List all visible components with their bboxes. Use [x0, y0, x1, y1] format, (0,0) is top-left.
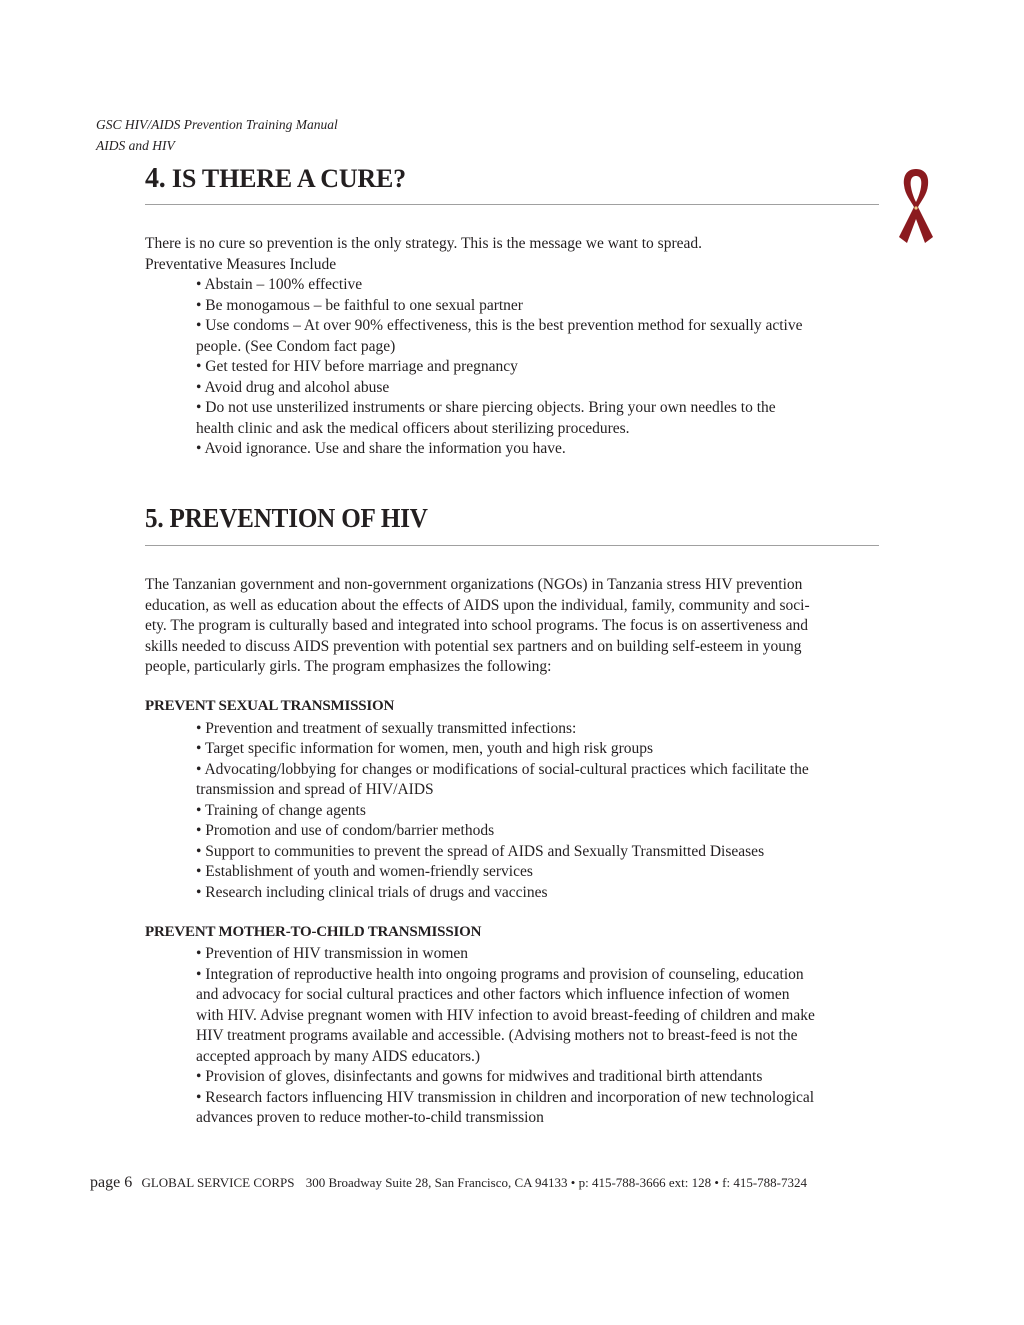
- mtct-line: • Provision of gloves, disinfectants and gowns for midwives and traditional birth attendants: [196, 1068, 763, 1085]
- section-5-paragraph-line: skills needed to discuss AIDS prevention with potential sex partners and on building self-esteem in young: [145, 638, 802, 655]
- sexual-transmission-line: • Research including clinical trials of drugs and vaccines: [196, 884, 548, 901]
- section-5-paragraph-line: education, as well as education about the effects of AIDS upon the individual, family, community and soci-: [145, 597, 810, 614]
- running-head-chapter: AIDS and HIV: [96, 138, 175, 153]
- section-4-title: [145, 163, 406, 195]
- running-head-manual: GSC HIV/AIDS Prevention Training Manual: [96, 117, 338, 132]
- measure-line: • Avoid drug and alcohol abuse: [196, 379, 390, 396]
- section-4-rule: [145, 204, 879, 205]
- sexual-transmission-line: • Prevention and treatment of sexually transmitted infections:: [196, 720, 577, 737]
- measure-line: health clinic and ask the medical officers about sterilizing procedures.: [196, 420, 630, 437]
- mtct-line: • Prevention of HIV transmission in women: [196, 945, 469, 962]
- section-4-intro: There is no cure so prevention is the only strategy. This is the message we want to spread.: [145, 235, 703, 252]
- measure-line: • Use condoms – At over 90% effectiveness, this is the best prevention method for sexually active: [196, 317, 803, 334]
- sexual-transmission-line: • Promotion and use of condom/barrier methods: [196, 822, 495, 839]
- section-5-paragraph-line: The Tanzanian government and non-government organizations (NGOs) in Tanzania stress HIV prevention: [145, 576, 803, 593]
- page-number: page 6: [90, 1174, 133, 1191]
- measures-label: Preventative Measures Include: [145, 256, 337, 273]
- page-footer: [90, 1174, 807, 1192]
- measure-line: people. (See Condom fact page): [196, 338, 396, 355]
- section-4-title-text: IS THERE A CURE?: [171, 164, 406, 193]
- measure-line: • Do not use unsterilized instruments or share piercing objects. Bring your own needles to the: [196, 399, 776, 416]
- section-5-paragraph-line: ety. The program is culturally based and integrated into school programs. The focus is on assertiveness and: [145, 617, 809, 634]
- section-4-number: 4.: [145, 163, 166, 194]
- section-5-title: 5. PREVENTION OF HIV: [145, 503, 428, 533]
- section-5-paragraph-line: people, particularly girls. The program emphasizes the following:: [145, 658, 552, 675]
- awareness-ribbon-icon: [893, 165, 939, 245]
- sexual-transmission-line: • Target specific information for women, men, youth and high risk groups: [196, 740, 654, 757]
- mtct-line: and advocacy for social cultural practices and other factors which influence infection of women: [196, 986, 790, 1003]
- sexual-transmission-line: • Training of change agents: [196, 802, 366, 819]
- sexual-transmission-line: • Advocating/lobbying for changes or modifications of social-cultural practices which facilitate the: [196, 761, 809, 778]
- measure-line: • Abstain – 100% effective: [196, 276, 363, 293]
- sexual-transmission-line: • Establishment of youth and women-friendly services: [196, 863, 533, 880]
- mtct-line: HIV treatment programs available and accessible. (Advising mothers not to breast-feed is not the: [196, 1027, 798, 1044]
- sexual-transmission-line: • Support to communities to prevent the spread of AIDS and Sexually Transmitted Diseases: [196, 843, 765, 860]
- measure-line: • Get tested for HIV before marriage and pregnancy: [196, 358, 518, 375]
- mtct-line: with HIV. Advise pregnant women with HIV infection to avoid breast-feeding of children and make: [196, 1007, 815, 1024]
- ribbon-pin: [914, 206, 917, 209]
- mtct-line: • Research factors influencing HIV transmission in children and incorporation of new technological: [196, 1089, 815, 1106]
- section-5-rule: [145, 545, 879, 546]
- mtct-heading: PREVENT MOTHER-TO-CHILD TRANSMISSION: [145, 924, 482, 940]
- organization-contact: 300 Broadway Suite 28, San Francisco, CA 94133 • p: 415-788-3666 ext: 128 • f: 415-788-7324: [305, 1175, 808, 1190]
- measure-line: • Be monogamous – be faithful to one sexual partner: [196, 297, 523, 314]
- mtct-line: advances proven to reduce mother-to-child transmission: [196, 1109, 544, 1126]
- ribbon-shape: [899, 169, 933, 243]
- measure-line: • Avoid ignorance. Use and share the information you have.: [196, 440, 566, 457]
- mtct-line: • Integration of reproductive health into ongoing programs and provision of counseling, education: [196, 966, 804, 983]
- sexual-transmission-line: transmission and spread of HIV/AIDS: [196, 781, 434, 798]
- mtct-line: accepted approach by many AIDS educators.): [196, 1048, 481, 1065]
- organization-name: GLOBAL SERVICE CORPS: [141, 1175, 295, 1190]
- sexual-transmission-heading: PREVENT SEXUAL TRANSMISSION: [145, 698, 395, 714]
